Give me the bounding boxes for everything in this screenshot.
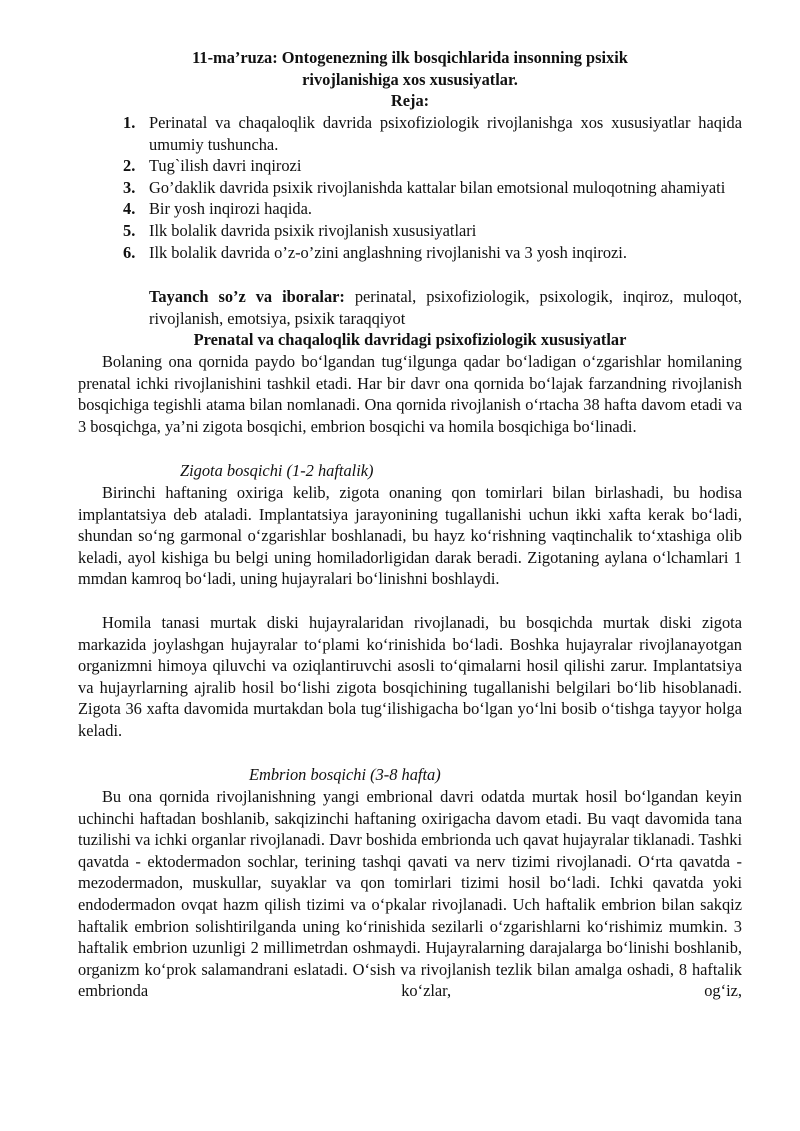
plan-item [114, 242, 742, 264]
plan-item-text: Bir yosh inqirozi haqida. [149, 199, 312, 219]
title-line-1: 11-ma’ruza: Ontogenezning ilk bosqichlarida insonning psixik [192, 48, 628, 67]
zigota-heading: Zigota bosqichi (1-2 haftalik) [180, 461, 374, 480]
plan-heading: Reja: [390, 91, 430, 110]
plan-item-number: 4. [123, 199, 136, 219]
keywords [149, 286, 742, 329]
embrion-heading: Embrion bosqichi (3-8 hafta) [249, 765, 441, 784]
zigota-paragraph-2: Homila tanasi murtak diski hujayralaridan rivojlanadi, bu bosqichda murtak diski zigota markazida joylashgan hujayralar to‘plami ko‘rinishida bo‘ladi. Boshka hujayralar rivojlanayotgan organizmni himoya qiluvchi va oziqlantiruvchi asosli to‘qimalarni hosil qilishi zarur. Implantatsiya va hujayrlarning ajralib hosil bo‘lishi zigota bosqichining tugallanishi belgilari bo‘lib hisoblanadi. Zigota 36 xafta davomida murtakdan bola tug‘ilishigacha bo‘lgan yo‘lni bosib o‘tishga tayyor holga keladi. [78, 613, 742, 740]
plan-item [114, 198, 742, 220]
plan-item-number: 5. [123, 220, 136, 240]
plan-item-text: Ilk bolalik davrida o’z-o’zini anglashning rivojlanishi va 3 yosh inqirozi. [149, 242, 627, 262]
intro-paragraph: Bolaning ona qornida paydo bo‘lgandan tug‘ilgunga qadar bo‘ladigan o‘zgarishlar homilaning prenatal ichki rivojlanishini tashkil etadi. Har bir davr ona qornida bo‘lajak farzandning rivojlanish bosqichiga tegishli atama bilan nomlanadi. Ona qornida rivojlanish o‘rtacha 38 hafta davom etadi va 3 bosqichga, ya’ni zigota bosqichi, embrion bosqichi va homila bosqichiga bo‘linadi. [78, 352, 742, 436]
lecture-title [80, 47, 740, 90]
plan-item-number: 2. [123, 156, 136, 176]
plan-item-text: Tug`ilish davri inqirozi [149, 156, 302, 176]
plan-item [114, 155, 742, 177]
plan-item [114, 112, 742, 155]
embrion-paragraph: Bu ona qornida rivojlanishning yangi embrional davri odatda murtak hosil bo‘lgandan keyin uchinchi haftadan boshlanib, sakqizinchi haftaning oxirigacha davom etadi. Bu vaqt davomida tana tuzilishi va ichki organlar rivojlanadi. Davr boshida embrionda uch qavat hujayralar tiklanadi. Tashki qavatda - ektodermadon sochlar, terining tashqi qavati va nerv tizimi rivojlanadi. O‘rta qavatda - mezodermadon, muskullar, suyaklar va qon tomirlari tizimi hosil bo‘ladi. Ichki qavatda yoki endodermadon ovqat hazm qilish tizimi va o‘pkalar rivojlanadi. Uch haftalik embrion bilan sakqiz haftalik embrion solishtirilganda uning ko‘rinishida sezilarli o‘zgarishlarni ko‘rishimiz mumkin. 3 haftalik embrion uzunligi 2 millimetrdan oshmaydi. Hujayralarning darajalarga bo‘linishi boshlanib, organizm ko‘prok salamandrani eslatadi. O‘sish va rivojlanish tezlik bilan amalga oshadi, 8 haftalik embrionda ko‘zlar, og‘iz, [78, 787, 742, 1001]
plan-item-number: 1. [123, 113, 136, 132]
title-line-2: rivojlanishiga xos xususiyatlar. [302, 69, 518, 89]
plan-item-text: Perinatal va chaqaloqlik davrida psixofiziologik rivojlanishga xos xususiyatlar haqida umumiy tushuncha. [149, 113, 742, 154]
plan-item [114, 177, 742, 199]
plan-list [114, 112, 742, 263]
keywords-label: Tayanch so’z va iboralar: [149, 287, 345, 306]
plan-item [114, 220, 742, 242]
plan-item-text: Go’daklik davrida psixik rivojlanishda kattalar bilan emotsional muloqotning ahamiyati [149, 177, 726, 197]
plan-item-number: 6. [123, 242, 136, 262]
plan-item-number: 3. [123, 177, 136, 197]
keywords-text: perinatal, psixofiziologik, psixologik, inqiroz, muloqot, rivojlanish, emotsiya, psixik taraqqiyot [149, 287, 742, 328]
zigota-paragraph-1: Birinchi haftaning oxiriga kelib, zigota onaning qon tomirlari bilan birlashadi, bu hodisa implantatsiya deb ataladi. Implantatsiya jarayonining tugallanishi uchun ikki xafta kerak bo‘ladi, shundan so‘ng garmonal o‘zgarishlar boshlanadi, bu hayz ko‘rishning vaqtinchalik to‘xtashiga olib keladi, ayol kishiga bu belgi uning homiladorligidan darak beradi. Zigotaning aylana o‘lchamlari 1 mmdan kamroq bo‘ladi, uning hujayralari bo‘linishni boshlaydi. [78, 483, 742, 589]
plan-item-text: Ilk bolalik davrida psixik rivojlanish xususiyatlari [149, 220, 477, 240]
section-heading: Prenatal va chaqaloqlik davridagi psixofiziologik xususiyatlar [193, 330, 627, 349]
